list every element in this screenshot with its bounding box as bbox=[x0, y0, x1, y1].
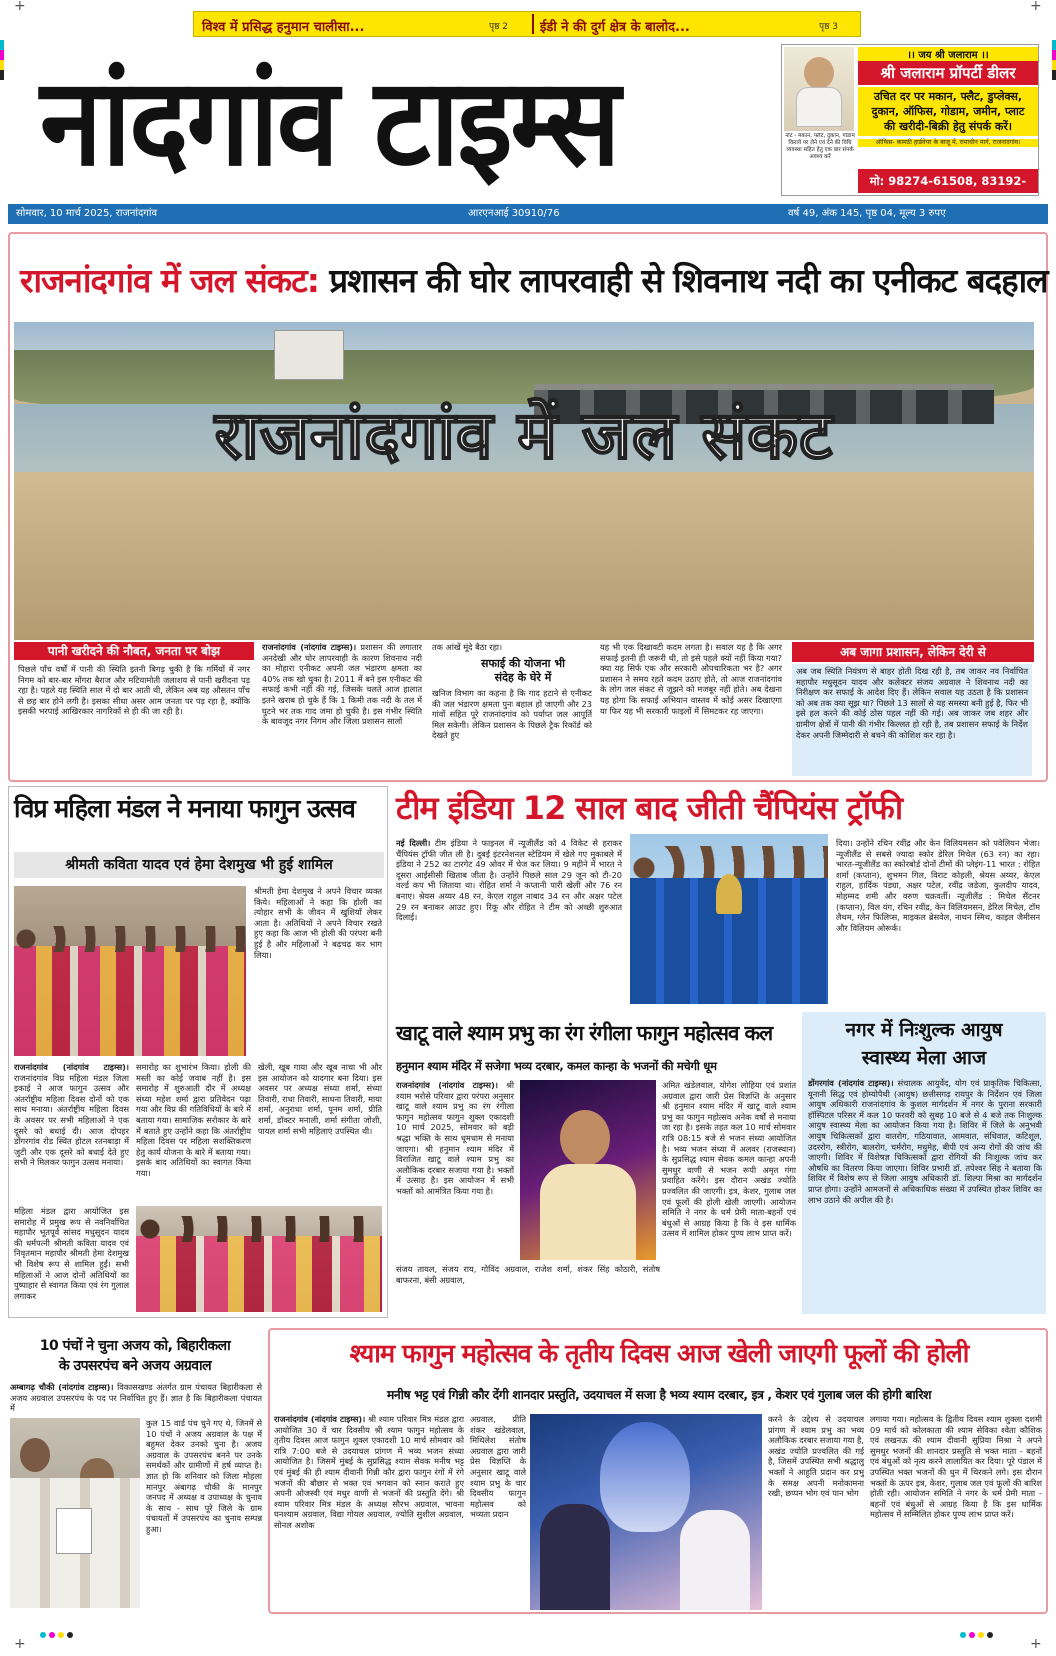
lead-headline-black: प्रशासन की घोर लापरवाही से शिवनाथ नदी का एनीकट बदहाल bbox=[318, 261, 1048, 300]
print-dots bbox=[40, 1632, 73, 1638]
lead-subhead-right: अब जागा प्रशासन, लेकिन देरी से bbox=[792, 642, 1034, 662]
vipra-right-col: श्रीमती हेमा देशमुख ने अपने विचार व्यक्त किये। महिलाओं ने कहा कि होली का त्योहार सभी के जीवन में खुशियाँ लेकर आता है। अतिथियों ने अपने विचार रखते हुए कहा कि आज भी होली की परंपरा बनी हुई है और महिलाओं ने बढ़चढ़ कर भाग लिया। bbox=[254, 886, 382, 960]
lead-col-2 bbox=[262, 642, 422, 776]
color-bar-left bbox=[0, 40, 4, 80]
cricket-col-1 bbox=[396, 838, 622, 1002]
lead-col-5: अब जब स्थिति नियंत्रण से बाहर होती दिख रही है, तब जाकर नव निर्वाचित महापौर मधुसूदन यादव और कलेक्टर संजय अग्रवाल ने शिवनाथ नदी का निरीक्षण कर सफाई के आदेश दिए हैं। लेकिन सवाल यह उठता है कि प्रशासन को अब तक क्या सूझ था? पिछले 13 सालों से यह समस्या बनी हुई है, फिर भी इसे हल करने की कोई ठोस पहल नहीं की गई। अब जाकर जब शहर और ग्रामीण क्षेत्रों में पानी की गंभीर किल्लत हो रही है, तब प्रशासन सफाई के निर्देश देकर अपनी जिम्मेदारी से बचने की कोशिश कर रहा है। bbox=[792, 664, 1032, 776]
registration-mark-icon: + bbox=[14, 1636, 26, 1652]
shyam-col-3: करने के उद्देश्य से उदयाचल प्रांगण में श्याम प्रभु का भव्य अलौकिक दरबार सजाया गया है, अखंड ज्योति प्रज्वलित की गई है, जिसमें उपस्थित सभी श्रद्धालु भक्तों ने आहुति प्रदान कर प्रभु के समक्ष अपनी मनोकामना रखी, छप्पन भोग एवं पान भोग bbox=[768, 1414, 864, 1499]
shyam-col-4: लगाया गया। महोत्सव के द्वितीय दिवस श्याम शुक्ला दशमी 09 मार्च को कोलकाता की श्याम सेविका श्वेता कौशिक एवं लखनऊ की श्याम दीवानी सुप्रिया मिश्रा ने अपने सुमधुर भजनों की शानदार प्रस्तुति से भक्त माता - बहनों एवं बंधुओं को नृत्य करने लालायित कर दिया। पूरे पंडाल में उपस्थित भक्त भजनों की धुन में थिरकने लगे। इस दौरान भक्तों के ऊपर इत्र, केशर, गुलाब जल एवं फूलों की बारिश होती रही। आयोजन समिति ने नगर के धर्म प्रेमी माता - बहनों एवं बंधुओं से आग्रह किया है कि इस धार्मिक महोत्सव में सम्मिलित होकर पुण्य लाभ प्राप्त करें। bbox=[870, 1414, 1042, 1520]
ayush-text: संचालक आयुर्वेद, योग एवं प्राकृतिक चिकित्सा, यूनानी सिद्ध एवं होम्योपैथी (आयुष) छत्तीसगढ़ रायपुर के निर्देशन एवं जिला आयुष अधिकारी राजनांदगांव के कुशल मार्गदर्शन में नगर के पुराना सरकारी हॉस्पिटल परिसर में कल 10 फरवरी को सुबह 10 बजे से 4 बजे तक निःशुल्क आयुष स्वास्थ्य मेला का आयोजन किया गया है। शिविर में जिले के अनुभवी आयुष चिकित्सकों द्वारा वातरोग, गठियावात, आमवात, संधिवात, कटिशूल, उदररोग, स्त्रीरोग, बालरोग, चर्मरोग, मधुमेह, बीपी एवं अन्य रोगों की जांच की जाएगी। शिविर में विशेषज्ञ चिकित्सकों द्वारा रोगियों की निःशुल्क जांच कर औषधि का वितरण किया जाएगा। शिविर प्रभारी डॉ. तपेश्वर सिंह ने बताया कि शिविर में विशेष रूप से जिला आयुष अधिकारी डॉ. शिल्पा मिश्रा का मार्गदर्शन प्राप्त होगा। उन्होंने आमजनों से अधिकाधिक संख्या में उपस्थित होकर शिविर का लाभ उठाने की अपील की है। bbox=[808, 1078, 1042, 1205]
color-bar-right bbox=[1052, 40, 1056, 80]
lead-photo-river[interactable] bbox=[14, 322, 1034, 640]
shyam-subhead: मनीष भट्ट एवं गिन्नी कौर देंगी शानदार प्रस्तुति, उदयाचल में सजा है भव्य श्याम दरबार, इत्र , केशर एवं गुलाब जल की होगी बारिश bbox=[386, 1388, 932, 1402]
shyam-headline[interactable]: श्याम फागुन महोत्सव के तृतीय दिवस आज खेली जाएगी फूलों की होली bbox=[349, 1339, 969, 1369]
shyam-byline: राजनांदगांव (नांदगांव टाइम्स)। bbox=[274, 1414, 366, 1424]
khatu-col-2: अमित खंडेलवाल, योगेश लोहिया एवं प्रशांत अग्रवाल द्वारा जारी प्रेस विज्ञप्ति के अनुसार श्री हनुमान श्याम मंदिर में खाटू वाले श्याम प्रभु का फागुन महोत्सव अनेक वर्षों से मनाया जा रहा है। इसके तहत कल 10 मार्च सोमवार रात्रि 08:15 बजे से भजन संध्या आयोजित है। भव्य भजन संध्या में अलवर (राजस्थान) के सुप्रसिद्ध श्याम सेवक कमल कान्हा अपनी सुमधुर वाणी से भजन रूपी अमृत गंगा प्रवाहित करेंगे। इस दौरान अखंड ज्योति प्रज्वलित की जाएगी। इत्र, केशर, गुलाब जल एवं फूलों की होली खेली जाएगी। आयोजन समिति ने नगर के धर्म प्रेमी माता-बहनों एवं बंधुओं से आग्रह किया है कि वे इस धार्मिक उत्सव में शामिल होकर पुण्य लाभ प्राप्त करें। bbox=[662, 1080, 796, 1239]
ajay-photo[interactable] bbox=[10, 1418, 140, 1608]
vipra-subhead: श्रीमती कविता यादव एवं हेमा देशमुख भी हुई शामिल bbox=[14, 852, 384, 878]
vipra-col-3: खेली, खूब गाया और खूब नाचा भी और इस आयोजन को यादगार बना दिया। इस अवसर पर अध्यक्ष संध्या शर्मा, संध्या तिवारी, राधा तिवारी, साधना तिवारी, माया शर्मा, अनुराधा शर्मा, पूनम शर्मा, प्रीति शर्मा, डॉक्टर मनाली, शर्मा संगीता जोशी, पायल शर्मा सभी महिलाएं उपस्थित थी। bbox=[258, 1062, 382, 1136]
shyam-artists-photo[interactable] bbox=[530, 1414, 762, 1610]
teaser-2-page: पृष्ठ 3 bbox=[819, 22, 838, 32]
registration-mark-icon: + bbox=[14, 0, 26, 14]
ad-line-3: की खरीदी-बिक्री हेतु संपर्क करें। bbox=[883, 120, 1012, 133]
teaser-divider bbox=[532, 14, 534, 34]
masthead-title[interactable]: नांदगांव टाइम्स bbox=[40, 52, 619, 194]
ad-top-line: ।। जय श्री जलाराम ।। bbox=[858, 47, 1038, 61]
vipra-headline[interactable]: विप्र महिला मंडल ने मनाया फागुन उत्सव bbox=[14, 794, 355, 823]
dateline-bar bbox=[8, 204, 1048, 224]
ayush-headline-1[interactable]: नगर में निःशुल्क आयुष bbox=[845, 1019, 1003, 1041]
vipra-col-2: समारोह का शुभारंभ किया। होली की मस्ती का कोई जवाब नहीं है। इस समारोह में शुरुआती दौर में अध्यक्ष संध्या महेश शर्मा द्वारा प्रतिवेदन पढ़ा गया और विप्र की गतिविधियों के बारे में बताया गया। सामाजिक सरोकार के बारे में बताते हुए उन्होंने कहा कि अंतर्राष्ट्रीय महिला दिवस पर महिला सशक्तिकरण हेतु कार्य योजना के बारे में बताया गया। इसके बाद अतिथियों का स्वागत किया गया। bbox=[136, 1062, 251, 1178]
khatu-byline: राजनांदगांव (नांदगांव टाइम्स)। bbox=[396, 1080, 498, 1090]
ajay-byline: अम्बागढ़ चौकी (नांदगांव टाइम्स)। bbox=[10, 1382, 114, 1392]
ad-address: ऑफिस- कामठी हार्डवेयर के बाजू में, रामाधीन मार्ग, राजनांदगांव। bbox=[858, 139, 1038, 147]
property-ad[interactable] bbox=[781, 44, 1039, 196]
saint-portrait bbox=[784, 47, 854, 131]
issue-info: वर्ष 49, अंक 145, पृष्ठ 04, मूल्य 3 रुपए bbox=[788, 208, 946, 219]
shyam-col-1-text: श्री श्याम परिवार मित्र मंडल द्वारा आयोजित 30 वें चार दिवसीय श्री श्याम फागुन महोत्सव के तृतीय दिवस आज फागुन शुक्ल एकादशी 10 मार्च सोमवार को रात्रि 7:00 बजे से उदयाचल प्रांगण में भव्य भजन संध्या आयोजित है। जिसमें मुंबई के सुप्रसिद्ध श्याम सेवक मनीष भट्ट एवं मुंबई की ही श्याम दीवानी गिन्नी कौर द्वारा फागुन रंगों में रंगे भजनों की बौछार से भक्त एवं भगवान को स्नान कराते हुए अपनी ओजस्वी एवं मधुर वाणी से भजनों की प्रस्तुति देंगे। श्री श्याम परिवार मित्र मंडल के अध्यक्ष सौरभ अग्रवाल, भावना घनश्याम अग्रवाल, विद्या गोयल अग्रवाल, ज्योति सुशील अग्रवाल, सोनल अशोक bbox=[274, 1414, 464, 1530]
ajay-body-1: विकासखण्ड अंतर्गत ग्राम पंचायत बिहारीकला से अजय अग्रवाल उपसरपंच के पद पर निर्वाचित हुए हैं। ज्ञात है कि बिहारीकला पंचायत में bbox=[10, 1382, 262, 1414]
cricket-team-photo[interactable] bbox=[630, 834, 828, 1004]
ajay-headline-1[interactable]: 10 पंचों ने चुना अजय को, बिहारीकला bbox=[39, 1338, 231, 1354]
khatu-col-1 bbox=[396, 1080, 514, 1260]
lead-col-3a: तक आंखें मूंदे बैठा रहा। bbox=[432, 642, 503, 652]
cricket-headline[interactable]: टीम इंडिया 12 साल बाद जीती चैंपियंस ट्रॉफी bbox=[396, 789, 903, 827]
lead-subhead-left: पानी खरीदने की नौबत, जनता पर बोझ bbox=[14, 642, 254, 660]
lead-photo-caption: राजनांदगांव में जल संकट bbox=[214, 396, 834, 474]
teaser-1-page: पृष्ठ 2 bbox=[489, 22, 508, 32]
lead-col-3b: खनिज विभाग का कहना है कि गाद हटाने से एनीकट की जल भंडारण क्षमता पुनः बहाल हो जाएगी और 23 गांवों सहित पूरे राजनांदगांव को पर्याप्त जल आपूर्ति मिल सकेगी। लेकिन प्रशासन के पिछले ट्रैक रिकॉर्ड को देखते हुए bbox=[432, 688, 592, 741]
ad-name: श्री जलाराम प्रॉपर्टी डीलर bbox=[858, 61, 1038, 85]
ad-body bbox=[858, 87, 1038, 136]
khatu-headline[interactable]: खाटू वाले श्याम प्रभु का रंग रंगीला फागुन महोत्सव कल bbox=[396, 1021, 773, 1045]
khatu-singer-photo[interactable] bbox=[520, 1080, 656, 1260]
lead-headline-red: राजनांदगांव में जल संकट: bbox=[20, 261, 319, 300]
lead-col-4: यह भी एक दिखावटी कदम लगता है। सवाल यह है कि अगर सफाई इतनी ही जरूरी थी, तो इसे पहले क्यों नहीं किया गया? क्या यह सिर्फ एक और सरकारी औपचारिकता भर है? अगर प्रशासन ने समय रहते कदम उठाए होते, तो आज राजनांदगांव के लोग जल संकट से जूझने को मजबूर नहीं होते। अब देखना यह होगा कि सफाई अभियान वास्तव में कोई असर दिखाएगा या फिर यह भी सरकारी फाइलों में सिमटकर रह जाएगा। bbox=[600, 642, 782, 716]
print-dots bbox=[960, 1632, 993, 1638]
rni-number: आरएनआई 30910/76 bbox=[468, 208, 560, 219]
teaser-2-text[interactable]: ईडी ने की दुर्ग क्षेत्र के बालोद... bbox=[540, 20, 690, 35]
cricket-col-1-text: टीम इंडिया ने फाइनल में न्यूजीलैंड को 4 विकेट से हराकर चैंपियंस ट्रॉफी जीत ली है। दुबई इंटरनेशनल स्टेडियम में खेले गए मुकाबले में इंडिया ने 252 का टारगेट 49 ओवर में चेज कर लिया। 9 महीने में भारत ने दूसरा आईसीसी खिताब जीता है। उन्होंने पिछले साल 29 जून को टी-20 वर्ल्ड कप भी जिताया था। रोहित शर्मा ने कप्तानी पारी खेली और 76 रन बनाए। श्रेयस अय्यर 48 रन, केएल राहुल नाबाद 34 रन और अक्षर पटेल 29 रन बनाकर आउट हुए। रिंकू और रोहित ने टीम को अच्छी शुरुआत दिलाई। bbox=[396, 838, 622, 923]
ayush-headline-2[interactable]: स्वास्थ्य मेला आज bbox=[861, 1047, 987, 1069]
shyam-col-1 bbox=[274, 1414, 464, 1610]
ad-line-1: उचित दर पर मकान, फ्लैट, डुप्लेक्स, bbox=[873, 90, 1023, 103]
vipra-col-4: महिला मंडल द्वारा आयोजित इस समारोह में प्रमुख रूप से नवनिर्वाचित महापौर भूतपूर्व सांसद मधुसूदन यादव की धर्मपत्नी श्रीमती कविता यादव एवं निवृतमान महापौर श्रीमती हेमा देशमुख भी विशेष रूप से शामिल हुईं। सभी महिलाओं ने आज दोनों अतिथियों का पुष्पाहार से स्वागत किया एवं रंग गुलाल लगाकर bbox=[14, 1206, 129, 1301]
date-text: सोमवार, 10 मार्च 2025, राजनांदगांव bbox=[16, 208, 158, 219]
ad-side-note: नोट - मकान, फ्लैट, दुकान, गोडाम किराये पर लेने एवं देने की विधि व्यवस्था सहित हेतु एक बार संपर्क अवश्य करें bbox=[785, 133, 855, 160]
lead-col-2-text: प्रशासन की लगातार अनदेखी और घोर लापरवाही के कारण शिवनाथ नदी का मोहारा एनीकट अपनी जल भंडारण क्षमता का 40% तक खो चुका है। 2011 में बने इस एनीकट की सफाई कभी नहीं की गई, जिसके चलते आज हालात इतने खराब हो चुके हैं कि 1 किमी तक नदी के तल में घुटने भर तक गाद जमा हो चुकी है। इस गंभीर स्थिति के बावजूद नगर निगम और जिला प्रशासन सालों bbox=[262, 642, 422, 727]
registration-mark-icon: + bbox=[1030, 1636, 1042, 1652]
shyam-col-2: अग्रवाल, प्रीति शंकर खंडेलवाल, मिथिलेश संतोष अग्रवाल द्वारा जारी प्रेस विज्ञप्ति के अनुसार खाटू वाले श्याम प्रभु के चार दिवसीय फागुन महोत्सव को भव्यता प्रदान bbox=[470, 1414, 526, 1520]
khatu-subhead: हनुमान श्याम मंदिर में सजेगा भव्य दरबार, कमल कान्हा के भजनों की मचेगी धूम bbox=[396, 1059, 717, 1073]
cricket-byline: नई दिल्ली। bbox=[396, 838, 431, 848]
registration-mark-icon: + bbox=[1030, 0, 1042, 14]
ajay-headline-2[interactable]: के उपसरपंच बने अजय अग्रवाल bbox=[58, 1358, 212, 1374]
lead-col-2-byline: राजनांदगांव (नांदगांव टाइम्स)। bbox=[262, 642, 357, 652]
ad-phone[interactable]: मो: 98274-61508, 83192- bbox=[858, 169, 1038, 193]
cricket-right-col: दिया। उन्होंने रचिन रवींद्र और केन विलियमसन को पवेलियन भेजा। न्यूजीलैंड से सबसे ज्यादा स्कोर डेरिल मिचेल (63 रन) का रहा। भारत-न्यूजीलैंड का स्कोरबोर्ड दोनों टीमों की प्लेइंग-11 भारत : रोहित शर्मा (कप्तान), शुभमन गिल, विराट कोहली, श्रेयस अय्यर, केएल राहुल, हार्दिक पंड्या, अक्षर पटेल, रवींद्र जडेजा, कुलदीप यादव, मोहम्मद शमी और वरुण चक्रवर्ती। न्यूजीलैंड : मिचेल सैंटनर (कप्तान), विल यंग, रचिन रवींद्र, केन विलियमसन, डेरिल मिचेल, टॉम लैथम, ग्लेन फिलिप्स, माइकल ब्रेसवेल, नाथन स्मिथ, काइल जैमीसन और विलियम ओरूर्क। bbox=[836, 838, 1040, 933]
ayush-byline: डोंगरगांव (नांदगांव टाइम्स)। bbox=[808, 1078, 894, 1088]
lead-col-1: पिछले पाँच वर्षों में पानी की स्थिति इतनी बिगड़ चुकी है कि गर्मियों में नगर निगम को बार-बार मोंगरा बैराज और मटियामोती जलाशय से पानी खरीदना पड़ रहा है। पहले यह स्थिति साल में दो बार आती थी, लेकिन अब यह औसतन पाँच से छह बार होने लगी है। इसका सीधा असर आम जनता पर पड़ रहा है, क्योंकि इसकी भरपाई आखिरकार नागरिकों से ही की जा रही है। bbox=[18, 664, 250, 717]
ajay-body-2: कुल 15 वार्ड पंच चुने गए थे, जिनमें से 10 पंचों ने अजय अग्रवाल के पक्ष में बहुमत देकर उनको चुना है। अजय अग्रवाल के उपसरपंच बनने पर उनके समर्थकों और ग्रामीणों में हर्ष व्याप्त है। ज्ञात हो कि शनिवार को जिला मोहला मानपुर अंबागढ़ चौकी के मानपुर जनपद में अध्यक्ष व उपाध्यक्ष के चुनाव के साथ - साथ पूरे जिले के ग्राम पंचायतों में उपसरपंच का चुनाव सम्पन्न हुआ। bbox=[146, 1418, 262, 1534]
vipra-photo-1[interactable] bbox=[14, 886, 246, 1056]
ad-line-2: दुकान, ऑफिस, गोडाम, जमीन, प्लाट bbox=[871, 105, 1025, 118]
lead-headline[interactable] bbox=[20, 256, 1048, 306]
khatu-col-1-bottom: संजय तायल, संजय राय, गोविंद अग्रवाल, राजेश शर्मा, शंकर सिंह कोठारी, संतोष बाफरना, बंसी अग्रवाल, bbox=[396, 1264, 660, 1285]
vipra-photo-2[interactable] bbox=[136, 1206, 382, 1312]
ayush-body bbox=[808, 1078, 1042, 1310]
vipra-col-1-text: राजनांदगांव विप्र महिला मंडल जिला इकाई ने आज फागुन उत्सव और अंतर्राष्ट्रीय महिला दिवस दोनों को एक साथ मनाया। अंतर्राष्ट्रीय महिला दिवस के अवसर पर सभी महिलाओं ने एक दूसरे को बधाई दी। आज दोपहर डोंगरगांव रोड स्थित होटल रतनबाड़ा में जुटी और एक दूसरे को बधाई देते हुए सभी ने मिलकर फागुन उत्सव मनाया। bbox=[14, 1072, 129, 1168]
ajay-intro bbox=[10, 1382, 262, 1414]
lead-col-3-head: सफाई की योजना भी संदेह के घेरे में bbox=[481, 657, 565, 684]
vipra-col-1-byline: राजनांदगांव (नांदगांव टाइम्स)। bbox=[14, 1062, 129, 1072]
teaser-1-text[interactable]: विश्व में प्रसिद्ध हनुमान चालीसा... bbox=[202, 20, 365, 35]
teaser-strip bbox=[193, 11, 861, 37]
khatu-col-1-text: श्री श्याम भरोसे परिवार द्वारा परंपरा अनुसार खाटू वाले श्याम प्रभु का रंग रंगीला फागुन महोत्सव फागुन शुक्ल एकादशी 10 मार्च 2025, सोमवार को बड़ी श्रद्धा भक्ति के साथ धूमधाम से मनाया जाएगा। श्री हनुमान श्याम मंदिर में विराजित खाटू वाले श्याम प्रभु का अलौकिक दरबार सजाया गया है। भक्तों में उत्साह है। इस आयोजन में सभी भक्तों को आमंत्रित किया गया है। bbox=[396, 1080, 514, 1196]
